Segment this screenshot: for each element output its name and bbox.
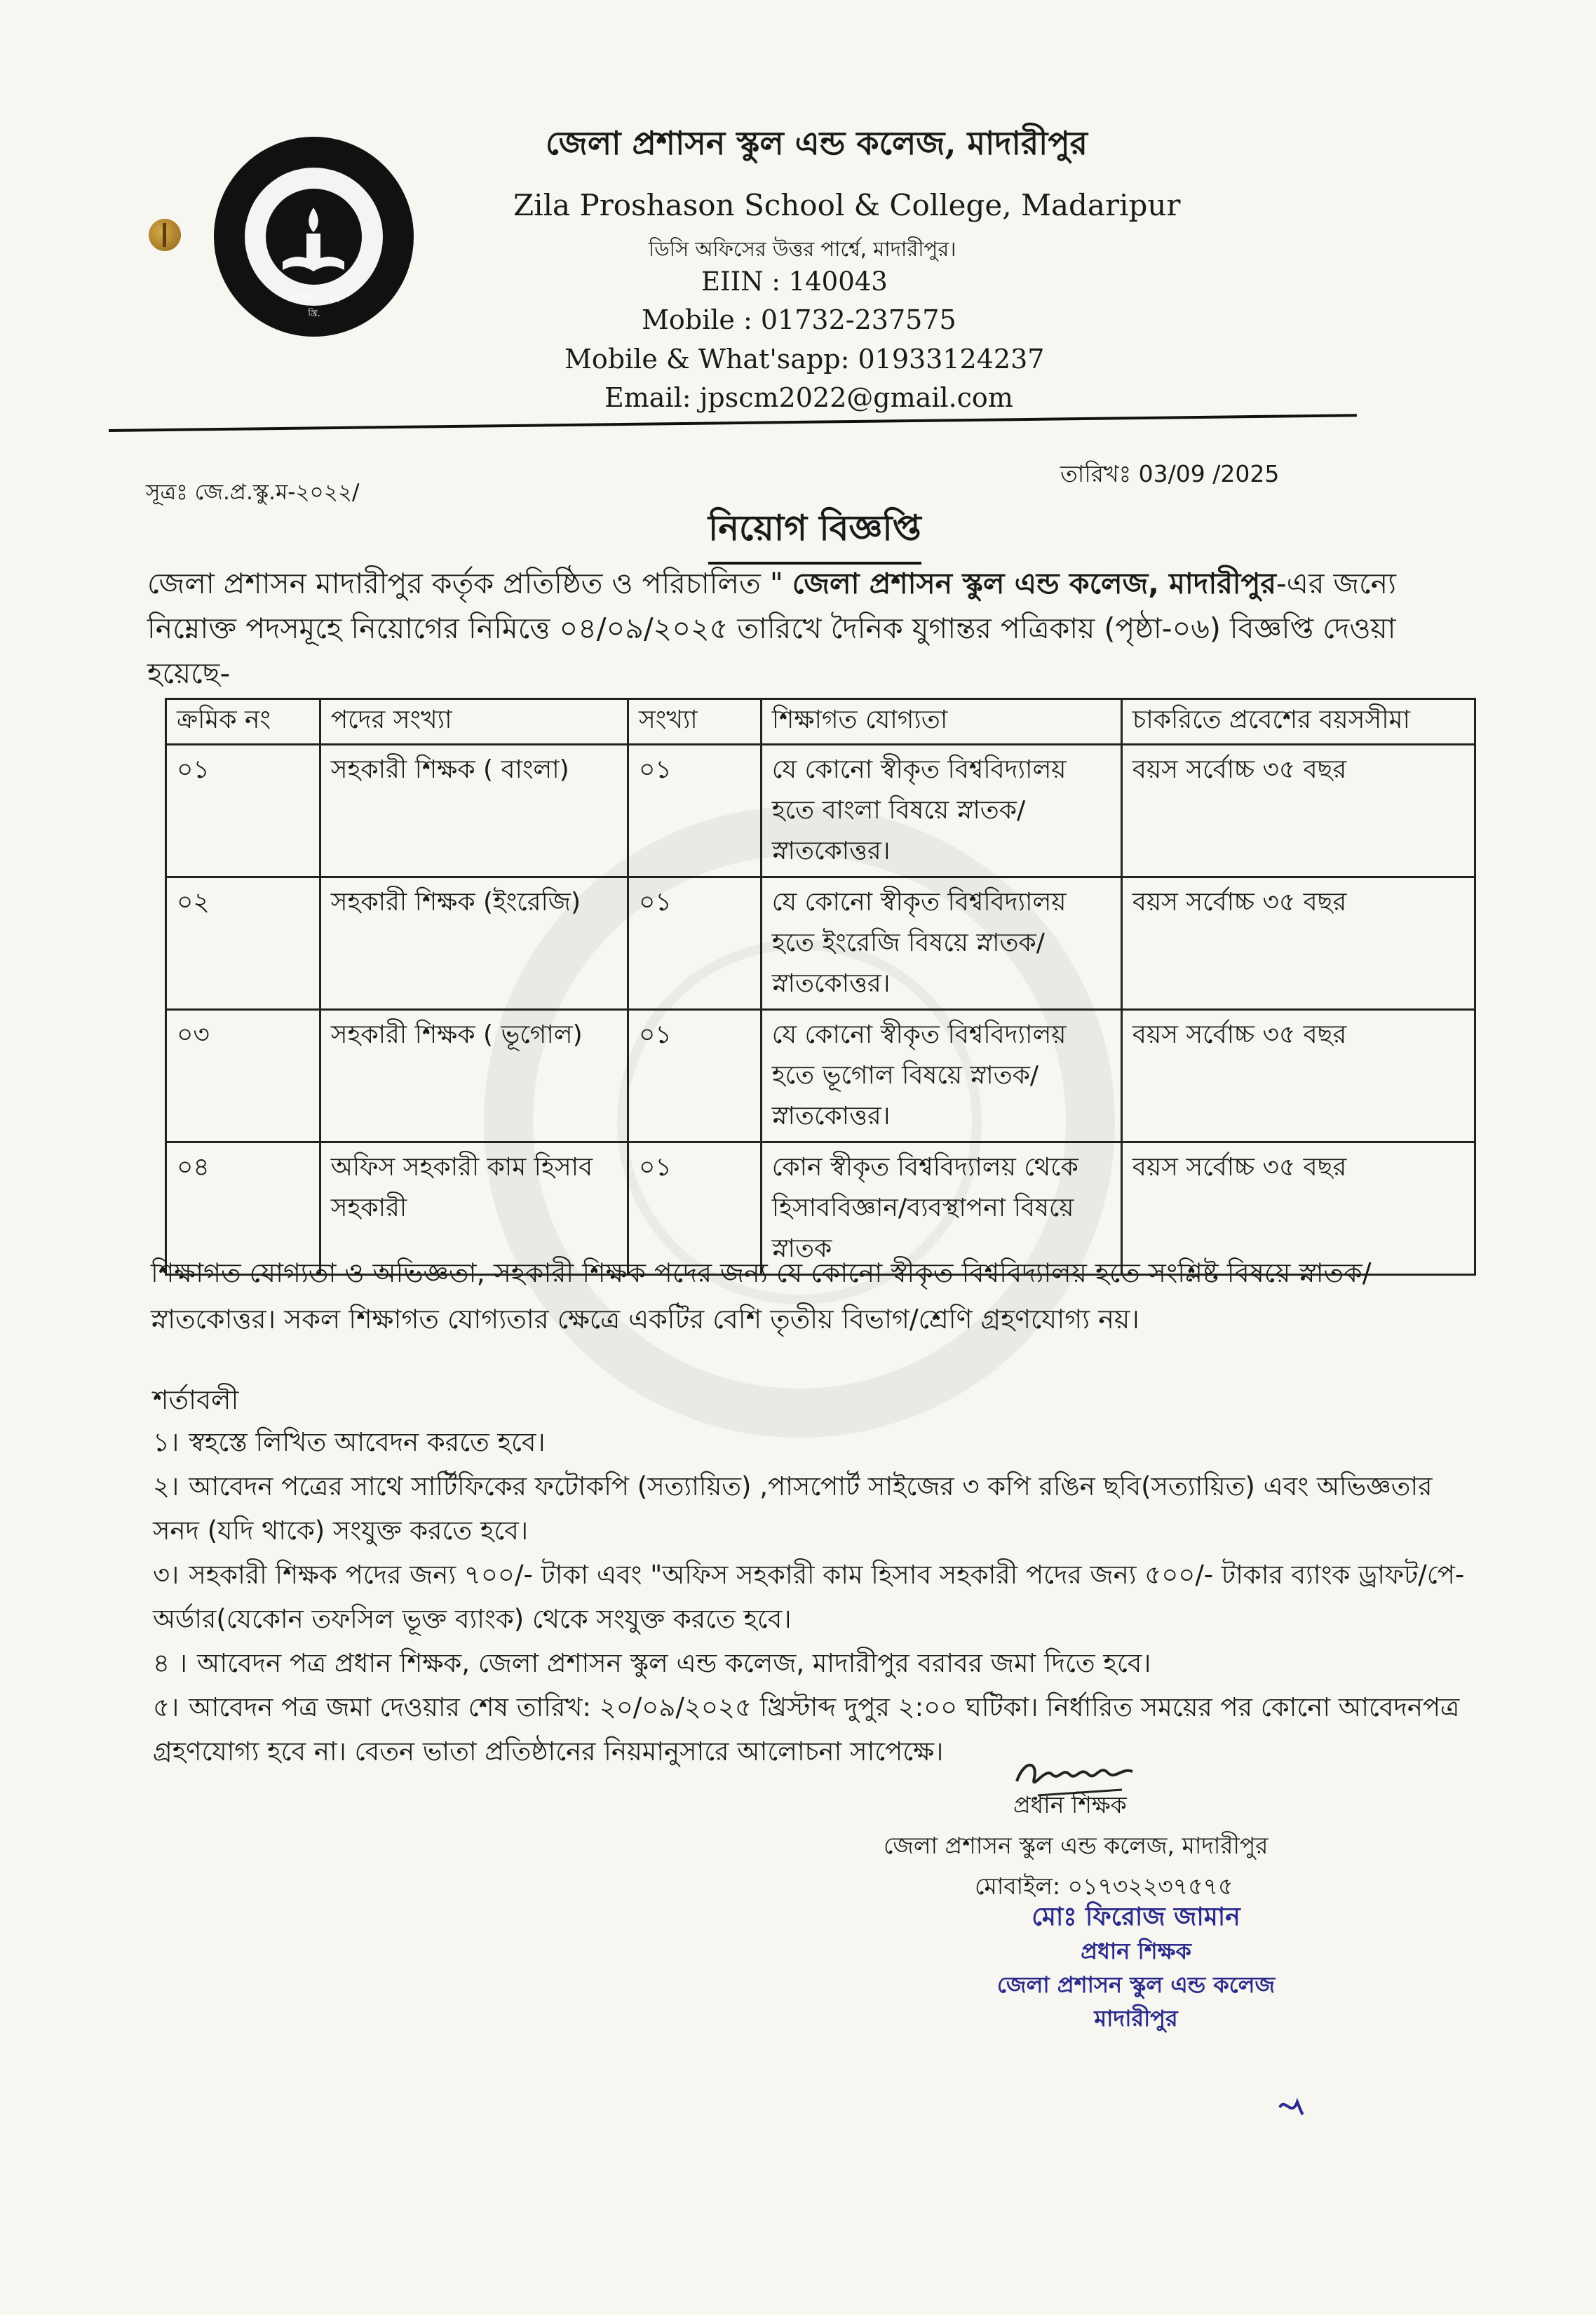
seal-title: প্রধান শিক্ষক [1081,1938,1191,1964]
seal-institution: জেলা প্রশাসন স্কুল এন্ড কলেজ [996,1971,1276,1998]
institution-name-en: Zila Proshason School & College, Madaripur [513,188,1181,222]
column-header: সংখ্যা [628,699,761,745]
count-cell: ০১ [628,1142,761,1275]
school-logo [214,137,414,337]
count-cell: ০১ [628,1010,761,1142]
term-number: ২। [153,1471,180,1501]
age-limit-cell: বয়স সর্বোচ্চ ৩৫ বছর [1121,745,1475,877]
intro-paragraph [147,561,1487,696]
headmaster-seal [926,1901,1346,2035]
age-limit-cell: বয়স সর্বোচ্চ ৩৫ বছর [1121,1142,1475,1275]
signature-block [884,1785,1374,1907]
terms-list [153,1420,1485,1774]
email-address: Email: jpscm2022@gmail.com [604,382,1013,413]
list-item [153,1553,1485,1641]
list-item [153,1464,1485,1553]
ink-mark [1276,2093,1304,2121]
intro-institution: জেলা প্রশাসন স্কুল এন্ড কলেজ, মাদারীপুর [792,567,1276,600]
mobile-number: Mobile : 01732-237575 [642,304,956,335]
qualification-cell: যে কোনো স্বীকৃত বিশ্ববিদ্যালয় হতে বাংলা বিষয়ে স্নাতক/ স্নাতকোত্তর। [761,745,1121,877]
paper-pin-icon [149,219,181,251]
list-item [153,1685,1485,1774]
intro-text-2: -এর জন্যে নিম্নোক্ত পদসমূহে নিয়োগের নিমিত্তে ০৪/০৯/২০২৫ তারিখে দৈনিক যুগান্তর পত্রিকায় (পৃষ্ঠা-০৬) বিজ্ঞপ্তি দেওয়া হয়েছে- [147,567,1396,690]
table-row [166,1010,1475,1142]
qualification-cell: যে কোনো স্বীকৃত বিশ্ববিদ্যালয় হতে ভূগোল বিষয়ে স্নাতক/ স্নাতকোত্তর। [761,1010,1121,1142]
whatsapp-number: Mobile & What'sapp: 01933124237 [564,344,1045,374]
age-limit-cell: বয়স সর্বোচ্চ ৩৫ বছর [1121,1010,1475,1142]
reference-number: সূত্রঃ জে.প্র.স্কু.ম-২০২২/ [146,480,360,505]
table-row [166,877,1475,1010]
logo-year-text: স্থাপিত ২০২২ খ্রি. [288,294,340,319]
qualification-cell: কোন স্বীকৃত বিশ্ববিদ্যালয় থেকে হিসাববিজ্ঞান/ব্যবস্থাপনা বিষয়ে স্নাতক [761,1142,1121,1275]
institution-address: ডিসি অফিসের উত্তর পার্শ্বে, মাদারীপুর। [649,237,956,261]
seal-name: মোঃ ফিরোজ জামান [1032,1903,1240,1931]
table-header-row [166,699,1475,745]
list-item [153,1420,1485,1464]
signatory-title: প্রধান শিক্ষক [1013,1791,1127,1818]
term-text: আবেদন পত্রের সাথে সার্টিফিকের ফটোকপি (সত্যায়িত) ,পাসপোর্ট সাইজের ৩ কপি রঙিন ছবি(সত্যায়িত) এবং অভিজ্ঞতার সনদ (যদি থাকে) সংযুক্ত করতে হবে। [153,1471,1433,1546]
post-cell: অফিস সহকারী কাম হিসাব সহকারী [320,1142,628,1275]
term-number: ৪ । [153,1648,188,1678]
institution-name-bn: জেলা প্রশাসন স্কুল এন্ড কলেজ, মাদারীপুর [546,124,1088,162]
serial-cell: ০২ [166,877,320,1010]
term-text: স্বহস্তে লিখিত আবেদন করতে হবে। [189,1427,546,1457]
post-cell: সহকারী শিক্ষক ( ভূগোল) [320,1010,628,1142]
intro-text-1: জেলা প্রশাসন মাদারীপুর কর্তৃক প্রতিষ্ঠিত ও পরিচালিত " [147,567,792,600]
serial-cell: ০১ [166,745,320,877]
serial-cell: ০৩ [166,1010,320,1142]
term-number: ১। [153,1427,180,1457]
table-row [166,745,1475,877]
seal-place: মাদারীপুর [1094,2005,1178,2032]
count-cell: ০১ [628,877,761,1010]
eiin-number: EIIN : 140043 [701,266,888,297]
term-number: ৩। [153,1560,180,1590]
signatory-mobile: মোবাইল: ০১৭৩২২৩৭৫৭৫ [975,1872,1233,1900]
count-cell: ০১ [628,745,761,877]
term-number: ৫। [153,1692,180,1722]
post-cell: সহকারী শিক্ষক ( বাংলা) [320,745,628,877]
terms-heading: শর্তাবলী [153,1384,239,1415]
qualification-cell: যে কোনো স্বীকৃত বিশ্ববিদ্যালয় হতে ইংরেজি বিষয়ে স্নাতক/ স্নাতকোত্তর। [761,877,1121,1010]
posts-table [165,698,1476,1276]
age-limit-cell: বয়স সর্বোচ্চ ৩৫ বছর [1121,877,1475,1010]
notice-date: তারিখঃ 03/09 /2025 [1060,460,1280,487]
list-item [153,1641,1485,1685]
header-divider [109,414,1357,432]
notice-title: নিয়োগ বিজ্ঞপ্তি [708,502,921,565]
signatory-institution: জেলা প্রশাসন স্কুল এন্ড কলেজ, মাদারীপুর [884,1832,1269,1859]
term-text: আবেদন পত্র প্রধান শিক্ষক, জেলা প্রশাসন স্কুল এন্ড কলেজ, মাদারীপুর বরাবর জমা দিতে হবে। [197,1648,1151,1678]
column-header: ক্রমিক নং [166,699,320,745]
column-header: চাকরিতে প্রবেশের বয়সসীমা [1121,699,1475,745]
column-header: শিক্ষাগত যোগ্যতা [761,699,1121,745]
serial-cell: ০৪ [166,1142,320,1275]
term-text: সহকারী শিক্ষক পদের জন্য ৭০০/- টাকা এবং "অফিস সহকারী কাম হিসাব সহকারী পদের জন্য ৫০০/- টাকার ব্যাংক ড্রাফট/পে-অর্ডার(যেকোন তফসিল ভূক্ত ব্যাংক) থেকে সংযুক্ত করতে হবে। [153,1560,1465,1634]
qualification-note: শিক্ষাগত যোগ্যতা ও অভিজ্ঞতা, সহকারী শিক্ষক পদের জন্য যে কোনো স্বীকৃত বিশ্ববিদ্যালয় হতে সংশ্লিষ্ট বিষয়ে স্নাতক/ স্নাতকোত্তর। সকল শিক্ষাগত যোগ্যতার ক্ষেত্রে একটির বেশি তৃতীয় বিভাগ/শ্রেণি গ্রহণযোগ্য নয়। [151,1257,1372,1335]
term-text: আবেদন পত্র জমা দেওয়ার শেষ তারিখ: ২০/০৯/২০২৫ খ্রিস্টাব্দ দুপুর ২:০০ ঘটিকা। নির্ধারিত সময়ের পর কোনো আবেদনপত্র গ্রহণযোগ্য হবে না। বেতন ভাতা প্রতিষ্ঠানের নিয়মানুসারে আলোচনা সাপেক্ষে। [153,1692,1460,1767]
post-cell: সহকারী শিক্ষক (ইংরেজি) [320,877,628,1010]
column-header: পদের সংখ্যা [320,699,628,745]
